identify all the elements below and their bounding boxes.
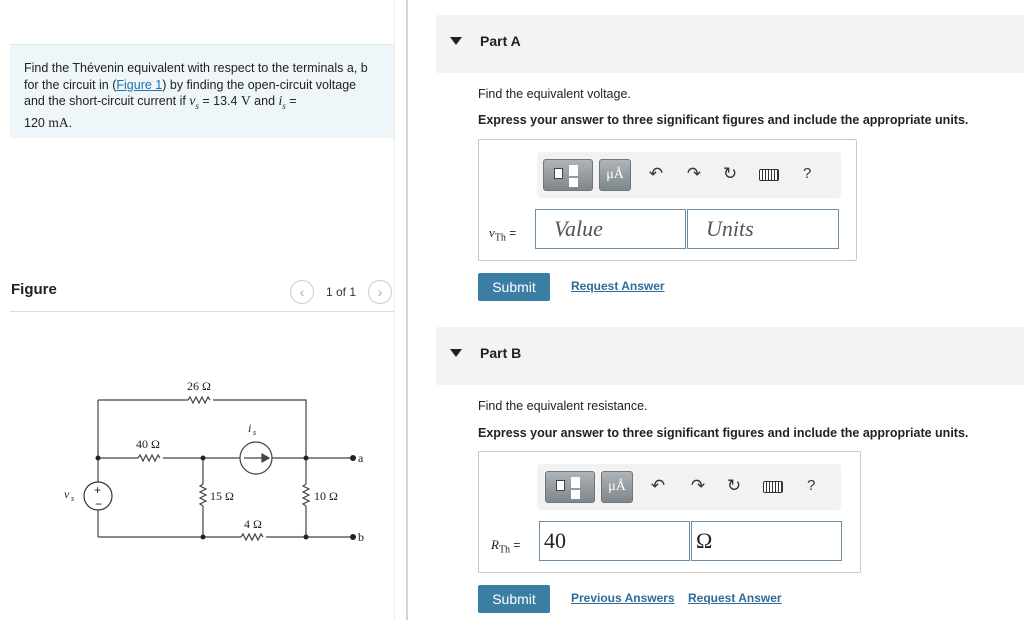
part-b-submit-button[interactable]: Submit [478,585,550,613]
arrow-head [262,454,269,462]
rth-label [491,537,520,556]
problem-text: Find the Thévenin equivalent with respect to the terminals a, b for the circuit in ( [24,61,368,92]
part-b-header[interactable] [436,327,1024,385]
pager-text: 1 of 1 [325,285,356,299]
junction [96,456,101,461]
vth-label [489,225,516,244]
var-subscript: Th [498,544,511,556]
template-box-icon [571,477,580,488]
equals-sign: = [505,226,517,240]
templates-button[interactable] [543,159,593,191]
resistor-4 [241,534,263,540]
help-icon[interactable]: ? [803,165,812,182]
part-b-title: Part B [480,345,522,361]
template-box-icon [569,165,578,176]
resistor-40 [138,455,160,461]
units-input[interactable]: Units [687,209,839,249]
value-input[interactable]: 40 [539,521,690,561]
reset-icon[interactable]: ↻ [722,164,738,183]
value-input[interactable]: Value [535,209,686,249]
is-value: 120 [24,116,49,130]
undo-icon[interactable]: ↶ [648,164,664,183]
keyboard-icon[interactable] [763,481,783,493]
template-box-icon [556,480,565,491]
redo-icon[interactable]: ↷ [686,164,702,183]
circuit-diagram [58,372,378,552]
r4-label: 4 Ω [244,517,262,531]
minus-sign: − [95,497,103,511]
figure-link[interactable]: Figure 1 [116,77,163,92]
plus-sign: + [94,483,102,497]
template-box-icon [569,178,578,187]
templates-button[interactable] [545,471,595,503]
r26-label: 26 Ω [187,379,211,393]
figure-header [10,280,394,312]
keyboard-icon[interactable] [759,169,779,181]
reset-icon[interactable]: ↻ [726,476,742,495]
is-unit: mA [48,115,69,130]
help-icon[interactable]: ? [807,477,816,494]
is-subscript: s [282,100,286,111]
part-a-question: Find the equivalent voltage. [478,87,631,101]
resistor-10 [303,484,309,506]
terminal-a [350,455,356,461]
column-divider-left [394,0,395,620]
var-symbol: R [491,537,499,552]
vs-subscript: s [195,100,199,111]
resistor-26 [188,397,210,403]
part-a-instruction: Express your answer to three significant figures and include the appropriate units. [478,113,969,127]
problem-and: and [250,94,279,108]
part-b-request-answer-link[interactable]: Request Answer [688,591,782,605]
units-input[interactable]: Ω [691,521,842,561]
math-toolbar [537,464,841,510]
part-b-instruction: Express your answer to three significant figures and include the appropriate units. [478,426,969,440]
vs-symbol: v [189,93,196,108]
part-b-answer-box [478,451,861,573]
units-button[interactable]: μÅ [599,159,631,191]
vs-sub: s [71,494,75,503]
vs-unit: V [240,93,251,108]
part-b-previous-answers-link[interactable]: Previous Answers [571,591,675,605]
is-equals: = [285,94,297,108]
template-box-icon [554,168,563,179]
is-sub: s [253,428,257,437]
terminal-b-label: b [358,530,364,544]
part-a-title: Part A [480,33,521,49]
resistor-15 [200,484,206,506]
r15-label: 15 Ω [210,489,234,503]
junction [201,456,206,461]
column-divider [406,0,408,620]
figure-pager [290,280,392,304]
r10-label: 10 Ω [314,489,338,503]
is-symbol: i [278,93,283,108]
problem-text-2: ) by finding the open-circuit voltage and the short-circuit current if [24,77,357,108]
wire [213,400,306,460]
math-toolbar [537,152,841,198]
junction [201,535,206,540]
part-a-submit-button[interactable]: Submit [478,273,550,301]
part-b-question: Find the equivalent resistance. [478,399,648,413]
part-a-header[interactable] [436,15,1024,73]
terminal-a-label: a [358,451,364,465]
vs-label: v [64,487,70,501]
chevron-left-icon: ‹ [299,284,305,300]
is-label: i [248,421,252,435]
junction [304,456,309,461]
problem-statement [10,44,394,138]
problem-end: . [68,116,73,130]
next-figure-button[interactable] [368,280,392,304]
template-box-icon [571,490,580,499]
prev-figure-button[interactable] [290,280,314,304]
collapse-triangle-icon [450,349,462,357]
undo-icon[interactable]: ↶ [650,476,666,495]
figure-title: Figure [11,281,57,298]
chevron-right-icon: › [377,284,383,300]
units-button[interactable]: μÅ [601,471,633,503]
equals-sign: = [510,538,521,552]
part-a-answer-box [478,139,857,261]
var-subscript: Th [494,232,506,244]
junction [304,535,309,540]
part-a-request-answer-link[interactable]: Request Answer [571,279,665,293]
redo-icon[interactable]: ↷ [690,476,706,495]
var-symbol: v [489,225,495,240]
collapse-triangle-icon [450,37,462,45]
r40-label: 40 Ω [136,437,160,451]
terminal-b [350,534,356,540]
vs-value: = 13.4 [198,94,241,108]
